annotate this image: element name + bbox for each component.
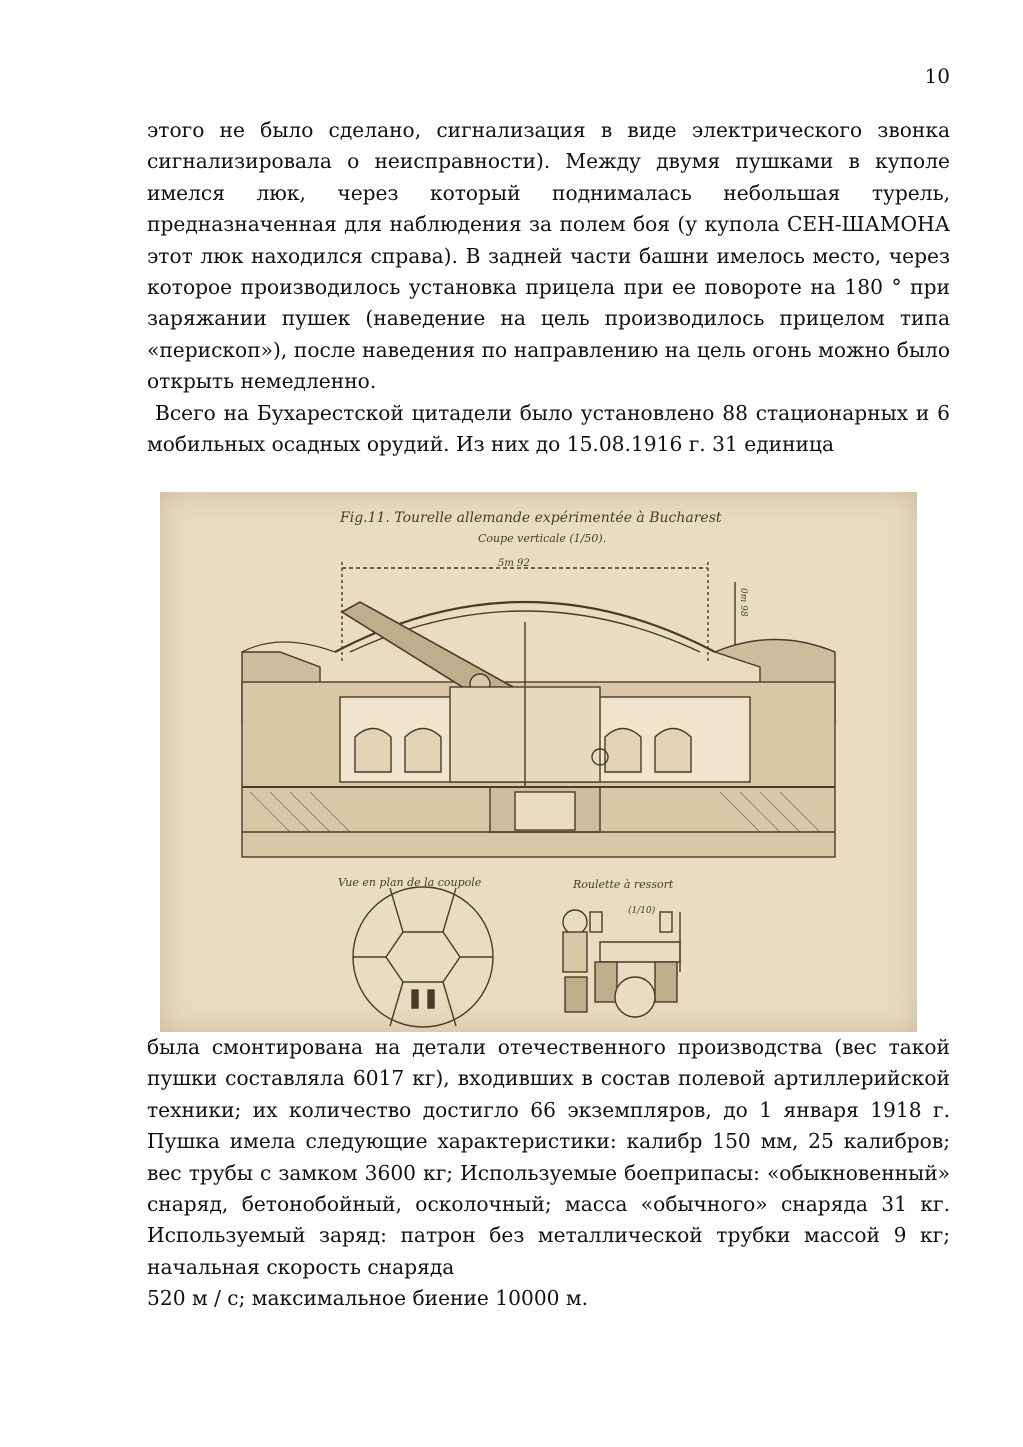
paragraph-2 — [147, 398, 950, 461]
plan-view-label: Vue en plan de la coupole — [338, 876, 482, 889]
paragraph-1-text: этого не было сделано, сигнализация в виде электрического звонка сигнализировала о неисправности). Между двумя пушками в куполе имелся люк, через который поднималась небольшая турель, предназначенная для наблюдения за полем боя (у купола СЕН-ШАМОНА этот люк находился справа). В задней части башни имелось место, через которое производилось установка прицела при ее повороте на 180 ° при заряжании пушек (наведение на цель производилось прицелом типа «перископ»), после наведения по направлению на цель огонь можно было открыть немедленно. — [147, 118, 950, 394]
paragraph-3 — [147, 1032, 950, 1315]
figure-title: Fig.11. Tourelle allemande expérimentée à Bucharest — [340, 510, 722, 526]
page-number: 10 — [924, 64, 950, 88]
roulette-scale-label: (1/10) — [628, 906, 656, 916]
turret-figure — [160, 492, 917, 1032]
paragraph-3-text: была смонтирована на детали отечественного производства (вес такой пушки составляла 6017 кг), входивших в состав полевой артиллерийской техники; их количество достигло 66 экземпляров, до 1 января 1918 г. Пушка имела следующие характеристики: калибр 150 мм, 25 калибров; вес трубы с замком 3600 кг; Используемые боеприпасы: «обыкновенный» снаряд, бетонобойный, осколочный; масса «обычного» снаряда 31 кг. Используемый заряд: патрон без металлической трубки массой 9 кг; начальная скорость снаряда — [147, 1035, 950, 1279]
dimension-width-label: 5m 92 — [498, 558, 530, 569]
paragraph-3-last-line: 520 м / с; максимальное биение 10000 м. — [147, 1286, 589, 1311]
figure-subtitle: Coupe verticale (1/50). — [478, 532, 607, 545]
paragraph-2-text: Всего на Бухарестской цитадели было установлено 88 стационарных и 6 мобильных осадных орудий. Из них до 15.08.1916 г. 31 единица — [147, 401, 950, 457]
roulette-label: Roulette à ressort — [573, 878, 674, 891]
dimension-height-label: 0m 98 — [738, 588, 748, 617]
turret-drawing — [160, 492, 917, 1032]
paragraph-1 — [147, 115, 950, 398]
